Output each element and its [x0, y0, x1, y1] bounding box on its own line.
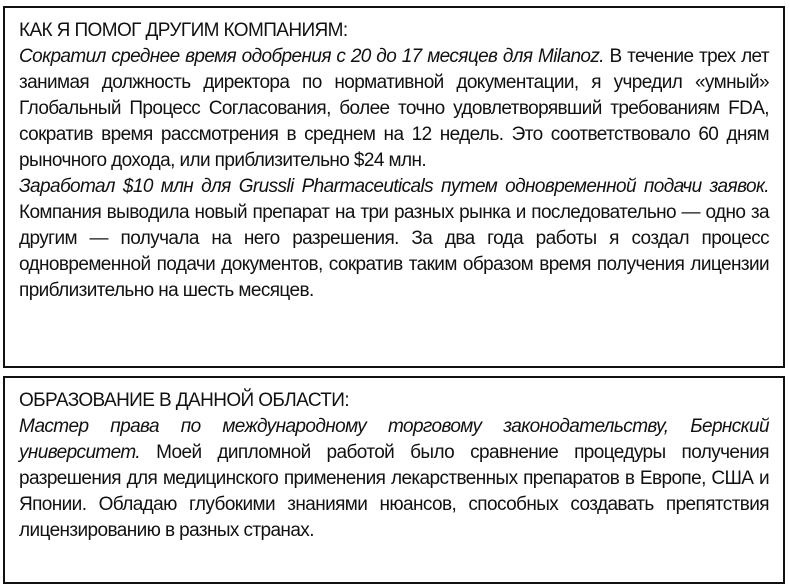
paragraph-grussli [19, 174, 769, 304]
paragraph-body: В течение трех лет занимая должность директора по нормативной документации, я учредил «умный» Глобальный Процесс Согласования, более точно удовлетворявший требованиям FDA, сократив время рассмотрения в среднем на 12 недель. Это соответствовало 60 дням рыночного дохода, или приблизительно $24 млн. [19, 46, 769, 171]
paragraph-lead: Мастер права по международному торговому законодательству, Бернский университет. [19, 416, 769, 463]
paragraph-bern [19, 414, 769, 544]
paragraph-body: Компания выводила новый препарат на три разных рынка и последовательно — одно за другим — получала на него разрешения. За два года работы я создал процесс одновременной подачи документов, сократив таким образом время получения лицензии приблизительно на шесть месяцев. [19, 202, 769, 301]
paragraph-body: Моей дипломной работой было сравнение процедуры получения разрешения для медицинского применения лекарственных препаратов в Европе, США и Японии. Обладаю глубокими знаниями нюансов, способных создавать препятствия лицензированию в разных странах. [19, 442, 769, 541]
paragraph-lead: Заработал $10 млн для Grussli Pharmaceuticals путем одновременной подачи заявок. [19, 176, 769, 197]
section-education [3, 376, 785, 584]
paragraph-lead: Сократил среднее время одобрения с 20 до 17 месяцев для Milanoz. [19, 46, 604, 67]
paragraph-milanoz [19, 44, 769, 174]
section-heading: КАК Я ПОМОГ ДРУГИМ КОМПАНИЯМ: [19, 20, 348, 41]
section-achievements [3, 6, 785, 368]
section-heading: ОБРАЗОВАНИЕ В ДАННОЙ ОБЛАСТИ: [19, 390, 350, 411]
